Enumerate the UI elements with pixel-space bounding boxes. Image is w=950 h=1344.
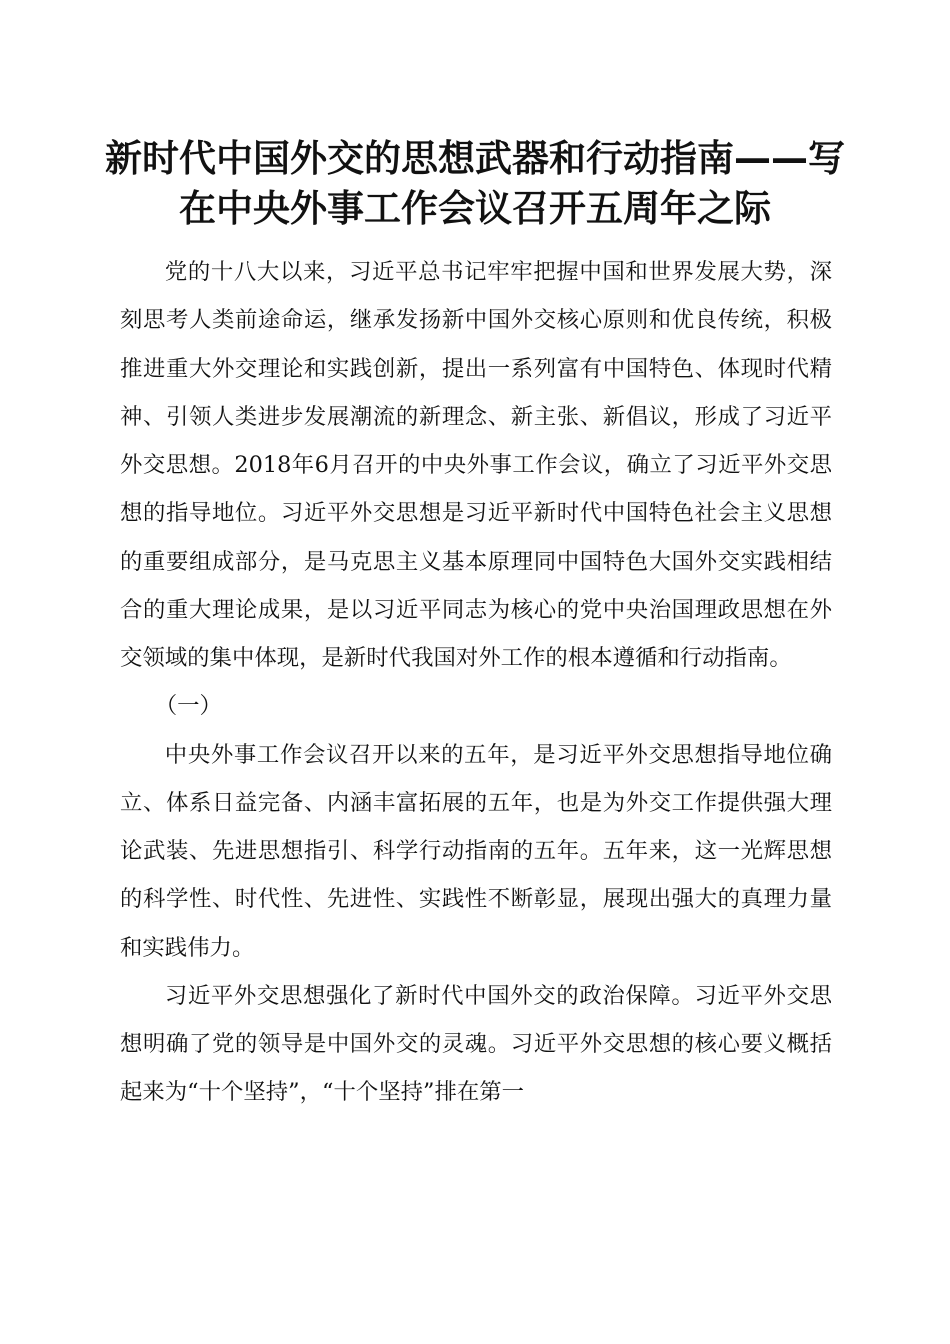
document-title (100, 134, 850, 234)
title-line-1: 新时代中国外交的思想武器和行动指南——写 (105, 137, 845, 180)
section-heading: （一） (154, 693, 222, 720)
document-body (120, 248, 832, 1117)
paragraph-five-years: 中央外事工作会议召开以来的五年，是习近平外交思想指导地位确立、体系日益完备、内涵丰富拓展的五年，也是为外交工作提供强大理论武装、先进思想指引、科学行动指南的五年。五年来，这一光辉思想的科学性、时代性、先进性、实践性不断彰显，展现出强大的真理力量和实践伟力。 (120, 741, 832, 961)
title-line-2: 在中央外事工作会议召开五周年之际 (179, 187, 771, 230)
paragraph-political-guarantee: 习近平外交思想强化了新时代中国外交的政治保障。习近平外交思想明确了党的领导是中国外交的灵魂。习近平外交思想的核心要义概括起来为“十个坚持”，“十个坚持”排在第一 (120, 982, 832, 1106)
paragraph-intro: 党的十八大以来，习近平总书记牢牢把握中国和世界发展大势，深刻思考人类前途命运，继承发扬新中国外交核心原则和优良传统，积极推进重大外交理论和实践创新，提出一系列富有中国特色、体现时代精神、引领人类进步发展潮流的新理念、新主张、新倡议，形成了习近平外交思想。2018年6月召开的中央外事工作会议，确立了习近平外交思想的指导地位。习近平外交思想是习近平新时代中国特色社会主义思想的重要组成部分，是马克思主义基本原理同中国特色大国外交实践相结合的重大理论成果，是以习近平同志为核心的党中央治国理政思想在外交领域的集中体现，是新时代我国对外工作的根本遵循和行动指南。 (120, 259, 832, 671)
